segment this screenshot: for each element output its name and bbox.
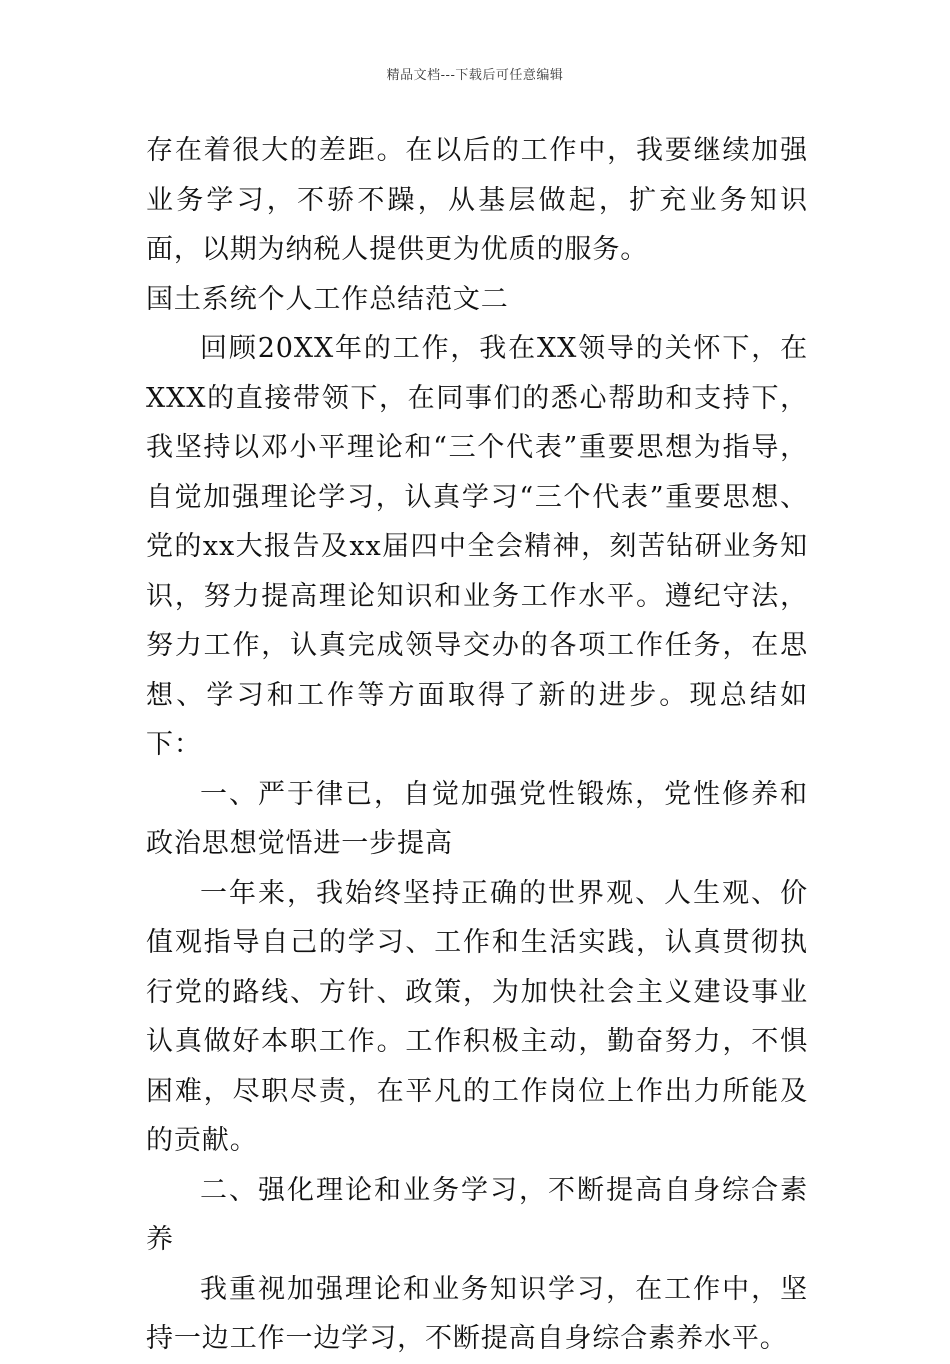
paragraph-item-one: 一年来，我始终坚持正确的世界观、人生观、价值观指导自己的学习、工作和生活实践，认真贯彻执行党的路线、方针、政策，为加快社会主义建设事业认真做好本职工作。工作积极主动，勤奋努力，不惧困难，尽职尽责，在平凡的工作岗位上作出力所能及的贡献。 (146, 877, 808, 1156)
paragraph-review: 回顾20XX年的工作，我在XX领导的关怀下，在XXX的直接带领下，在同事们的悉心帮助和支持下，我坚持以邓小平理论和“三个代表”重要思想为指导，自觉加强理论学习，认真学习“三个代表”重要思想、党的xx大报告及xx届四中全会精神，刻苦钻研业务知识，努力提高理论知识和业务工作水平。遵纪守法，努力工作，认真完成领导交办的各项工作任务，在思想、学习和工作等方面取得了新的进步。现总结如下： (146, 333, 808, 760)
paragraph-item-two: 我重视加强理论和业务知识学习，在工作中，坚持一边工作一边学习，不断提高自身综合素养水平。 (146, 1273, 808, 1354)
page-header: 精品文档---下载后可任意编辑 (386, 68, 564, 83)
section-title: 国土系统个人工作总结范文二 (146, 283, 509, 315)
document-body (146, 126, 808, 1364)
heading-item-one: 一、严于律已，自觉加强党性锻炼，党性修养和政治思想觉悟进一步提高 (146, 778, 808, 859)
heading-item-two: 二、强化理论和业务学习，不断提高自身综合素养 (146, 1174, 808, 1255)
paragraph-continuation: 存在着很大的差距。在以后的工作中，我要继续加强业务学习，不骄不躁，从基层做起，扩充业务知识面，以期为纳税人提供更为优质的服务。 (146, 135, 808, 265)
